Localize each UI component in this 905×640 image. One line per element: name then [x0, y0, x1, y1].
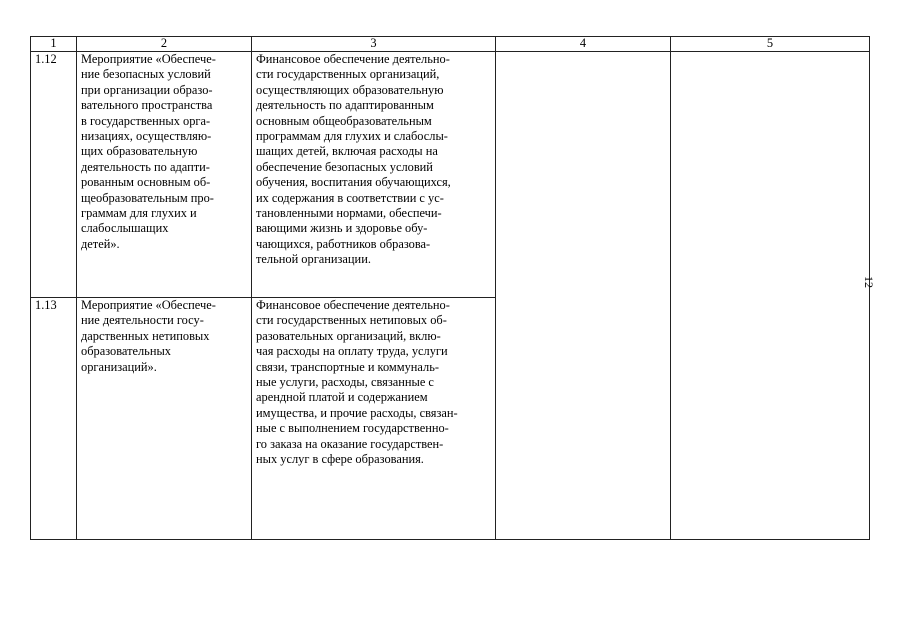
column-header-1: 1: [31, 37, 77, 52]
measure-description: Финансовое обеспечение деятельно- сти государственных нетиповых об- разовательных организаций, вклю- чая расходы на оплату труда, услуги связи, транспортные и коммуналь- ные услуги, расходы, связанные с арендной платой и содержанием имущества, и прочие расходы, связан- ные с выполнением государственно- го заказа на оказание государствен- ных услуг в сфере образования.: [252, 298, 496, 540]
table-row-1-12: [31, 52, 870, 298]
column-header-5: 5: [671, 37, 870, 52]
page-number: 12: [862, 276, 876, 288]
measure-description: Финансовое обеспечение деятельно- сти государственных организаций, осуществляющих образовательную деятельность по адаптированным основным общеобразовательным программам для глухих и слабослы- шащих детей, включая расходы на обеспечение безопасных условий обучения, воспитания обучающихся, их содержания в соответствии с ус- тановленными нормами, обеспечи- вающими жизнь и здоровье обу- чающихся, работников образова- тельной организации.: [252, 52, 496, 298]
measures-table: [30, 36, 870, 540]
row-number: 1.13: [31, 298, 77, 540]
column-header-2: 2: [77, 37, 252, 52]
column-4-cell: [496, 52, 671, 540]
column-header-4: 4: [496, 37, 671, 52]
row-number: 1.12: [31, 52, 77, 298]
column-5-cell: [671, 52, 870, 540]
table-header-row: [31, 37, 870, 52]
column-header-3: 3: [252, 37, 496, 52]
measure-name: Мероприятие «Обеспече- ние деятельности госу- дарственных нетиповых образовательных организаций».: [77, 298, 252, 540]
measure-name: Мероприятие «Обеспече- ние безопасных условий при организации образо- вательного пространства в государственных орга- низациях, осуществляю- щих образовательную деятельность по адапти- рованным основным об- щеобразовательным про- граммам для глухих и слабослышащих детей».: [77, 52, 252, 298]
